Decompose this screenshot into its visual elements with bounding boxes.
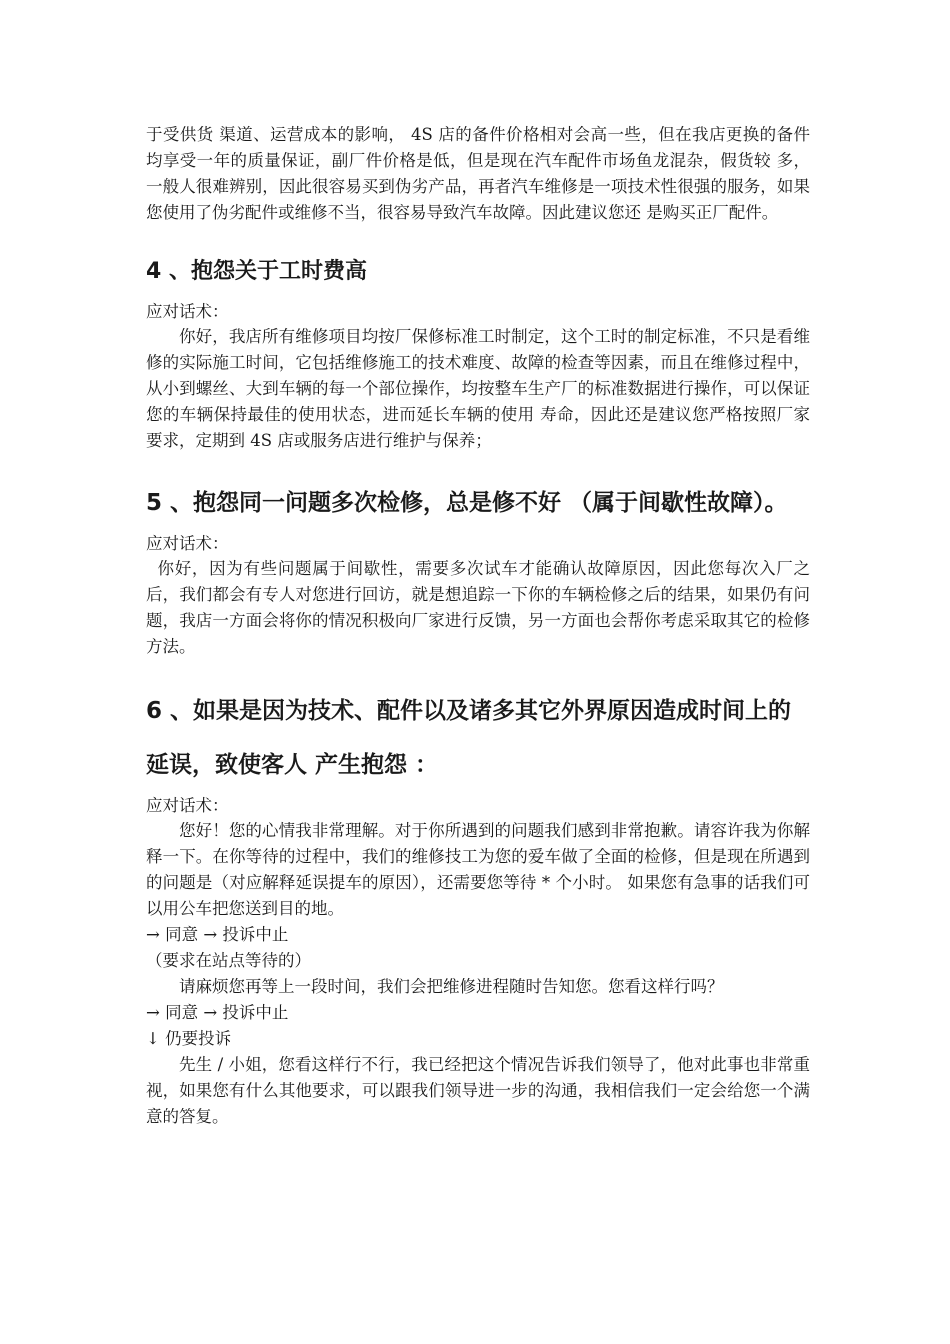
waiting-note: （要求在站点等待的）: [146, 951, 311, 970]
section-5-heading: 5 、抱怨同一问题多次检修，总是修不好 （属于间歇性故障）。: [146, 490, 788, 516]
section-5-label: 应对话术：: [146, 534, 229, 553]
document-page: [146, 122, 810, 1130]
section-5-body: 你好，因为有些问题属于间歇性，需要多次试车才能确认故障原因，因此您每次入厂之后，我们都会有专人对您进行回访，就是想追踪一下你的车辆检修之后的结果，如果仍有问题，我店一方面会将你的情况积极向厂家进行反馈，另一方面也会帮你考虑采取其它的检修方法。: [146, 559, 810, 656]
section-6-label: 应对话术：: [146, 796, 229, 815]
final-paragraph: 先生 / 小姐，您看这样行不行，我已经把这个情况告诉我们领导了，他对此事也非常重视，如果您有什么其他要求，可以跟我们领导进一步的沟通，我相信我们一定会给您一个满意的答复。: [146, 1055, 810, 1126]
section-6-heading: 6 、如果是因为技术、配件以及诸多其它外界原因造成时间上的延误，致使客人 产生抱怨 ：: [146, 698, 792, 778]
flow-agree-1: → 同意 → 投诉中止: [146, 925, 289, 944]
flow-still-complain: ↓ 仍要投诉: [146, 1029, 232, 1048]
section-4-heading: 4 、抱怨关于工时费高: [146, 259, 367, 284]
section-4-body: 你好，我店所有维修项目均按厂保修标准工时制定，这个工时的制定标准，不只是看维修的实际施工时间，它包括维修施工的技术难度、故障的检查等因素，而且在维修过程中，从小到螺丝、大到车辆的每一个部位操作，均按整车生产厂的标准数据进行操作，可以保证您的车辆保持最佳的使用状态，进而延长车辆的使用 寿命，因此还是建议您严格按照厂家要求，定期到 4S 店或服务店进行维护与保养；: [146, 327, 810, 450]
section-4-label: 应对话术：: [146, 302, 229, 321]
flow-agree-2: → 同意 → 投诉中止: [146, 1003, 289, 1022]
section-6-body: 您好！您的心情我非常理解。对于你所遇到的问题我们感到非常抱歉。请容许我为你解释一下。在你等待的过程中，我们的维修技工为您的爱车做了全面的检修，但是现在所遇到的问题是（对应解释延误提车的原因），还需要您等待 * 个小时。 如果您有急事的话我们可以用公车把您送到目的地。: [146, 821, 810, 918]
continuation-paragraph: 于受供货 渠道、运营成本的影响， 4S 店的备件价格相对会高一些，但在我店更换的备件均享受一年的质量保证，副厂件价格是低，但是现在汽车配件市场鱼龙混杂，假货较 多，一般人很难辨别，因此很容易买到伪劣产品，再者汽车维修是一项技术性很强的服务，如果您使用了伪劣配件或维修不当，很容易导致汽车故障。因此建议您还 是购买正厂配件。: [146, 125, 810, 222]
wait-paragraph: 请麻烦您再等上一段时间，我们会把维修进程随时告知您。您看这样行吗？: [179, 977, 724, 996]
